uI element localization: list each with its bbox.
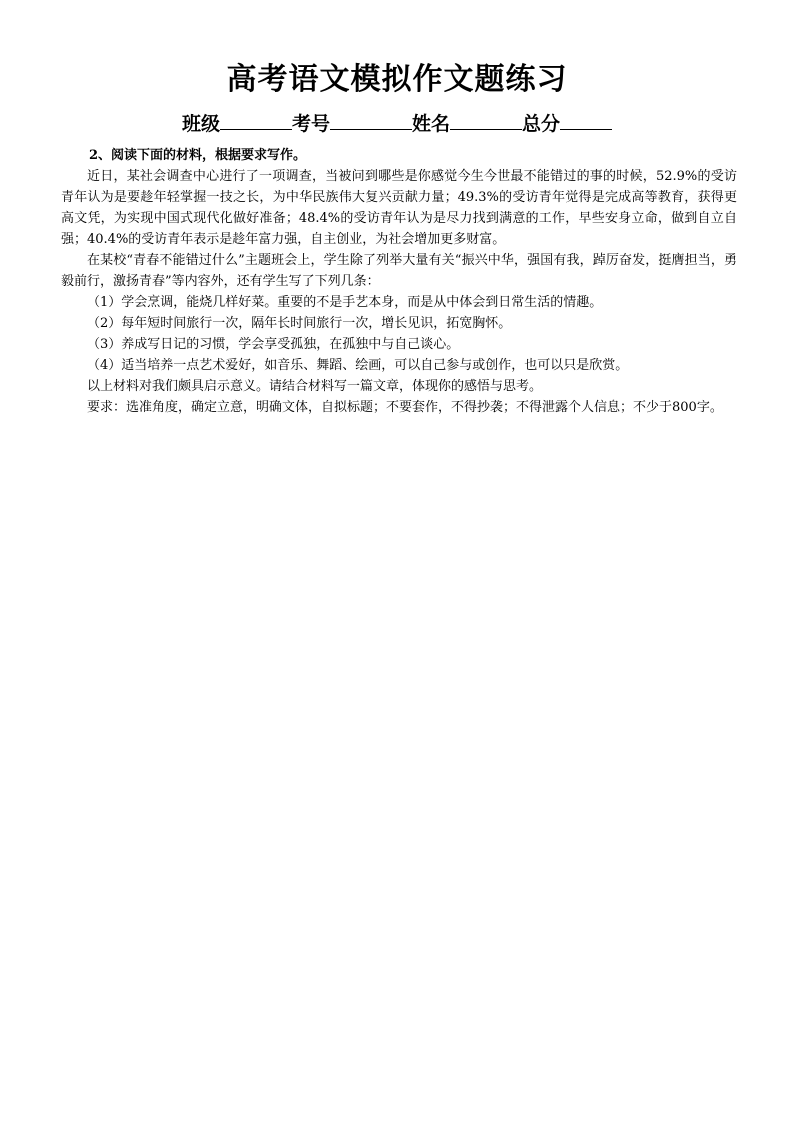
paragraph-requirements: 要求：选准角度，确定立意，明确文体，自拟标题；不要套作，不得抄袭；不得泄露个人信息；不少于800字。 [87, 400, 723, 415]
number-label: 考号 [291, 113, 330, 135]
list-item-2: （2）每年短时间旅行一次，隔年长时间旅行一次，增长见识，拓宽胸怀。 [87, 316, 512, 331]
number-blank [330, 111, 412, 130]
paragraph-survey: 近日，某社会调查中心进行了一项调查，当被问到哪些是你感觉今生今世最不能错过的事的时候，52.9%的受访青年认为是要趁年轻掌握一技之长，为中华民族伟大复兴贡献力量；49.3%的受访青年觉得是完成高等教育，获得更高文凭，为实现中国式现代化做好准备；48.4%的受访青年认为是尽力找到满意的工作，早些安身立命，做到自立自强；40.4%的受访青年表示是趁年富力强，自主创业，为社会增加更多财富。 [61, 169, 737, 247]
question-heading: 2、阅读下面的材料，根据要求写作。 [89, 148, 307, 163]
question-content [61, 145, 737, 418]
class-label: 班级 [181, 113, 220, 135]
list-item-3: （3）养成写日记的习惯，学会享受孤独，在孤独中与自己谈心。 [87, 337, 460, 352]
name-blank [450, 111, 522, 130]
paragraph-class-meeting: 在某校“青春不能错过什么”主题班会上，学生除了列举大量有关“振兴中华，强国有我，踔厉奋发，挺膺担当，勇毅前行，激扬青春”等内容外，还有学生写了下列几条： [61, 253, 737, 289]
score-label: 总分 [522, 113, 561, 135]
score-blank [560, 111, 612, 130]
name-label: 姓名 [412, 113, 451, 135]
paragraph-inspiration: 以上材料对我们颇具启示意义。请结合材料写一篇文章，体现你的感悟与思考。 [87, 379, 543, 394]
page-title: 高考语文模拟作文题练习 [226, 62, 568, 97]
student-info-line [0, 111, 794, 137]
list-item-4: （4）适当培养一点艺术爱好，如音乐、舞蹈、绘画，可以自己参与或创作，也可以只是欣赏。 [87, 358, 629, 373]
class-blank [220, 111, 292, 130]
list-item-1: （1）学会烹调，能烧几样好菜。重要的不是手艺本身，而是从中体会到日常生活的情趣。 [87, 295, 603, 310]
